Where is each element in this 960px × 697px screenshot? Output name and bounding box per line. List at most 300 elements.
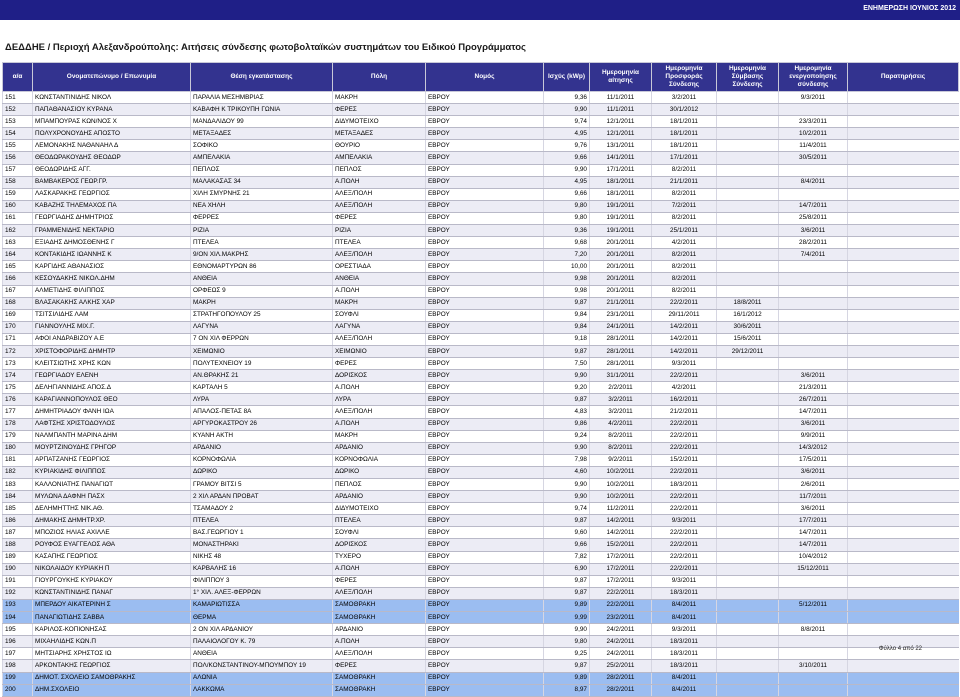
installation-site: ΜΑΚΡΗ bbox=[191, 297, 333, 309]
prefecture: ΕΒΡΟΥ bbox=[426, 128, 544, 140]
update-label: ΕΝΗΜΕΡΩΣΗ ΙΟΥΝΙΟΣ 2012 bbox=[863, 5, 956, 12]
column-header: α/α bbox=[3, 63, 33, 92]
application-date: 24/2/2011 bbox=[590, 624, 652, 636]
prefecture: ΕΒΡΟΥ bbox=[426, 297, 544, 309]
offer-date: 8/2/2011 bbox=[652, 285, 717, 297]
application-date: 14/2/2011 bbox=[590, 527, 652, 539]
city: ΛΑΓΥΝΑ bbox=[333, 321, 426, 333]
applicant-name: ΝΙΚΟΛΑΙΔΟΥ ΚΥΡΙΑΚΗ Π bbox=[33, 563, 191, 575]
power-kwp: 8,97 bbox=[544, 684, 590, 696]
prefecture: ΕΒΡΟΥ bbox=[426, 345, 544, 357]
activation-date: 11/7/2011 bbox=[779, 491, 848, 503]
offer-date: 4/2/2011 bbox=[652, 382, 717, 394]
offer-date: 22/2/2011 bbox=[652, 539, 717, 551]
application-date: 20/1/2011 bbox=[590, 237, 652, 249]
table-row bbox=[3, 237, 959, 249]
row-number: 179 bbox=[3, 430, 33, 442]
installation-site: ΣΟΦΙΚΟ bbox=[191, 140, 333, 152]
installation-site: ΜΑΛΑΚΑΣΑΣ 34 bbox=[191, 176, 333, 188]
remarks bbox=[848, 479, 959, 491]
applicant-name: ΚΑΛΛΟΝΙΑΤΗΣ ΠΑΝΑΓΙΩΤ bbox=[33, 479, 191, 491]
power-kwp: 9,87 bbox=[544, 587, 590, 599]
power-kwp: 9,98 bbox=[544, 285, 590, 297]
installation-site: ΜΕΤΑΞΑΔΕΣ bbox=[191, 128, 333, 140]
contract-date bbox=[717, 672, 779, 684]
offer-date: 22/2/2011 bbox=[652, 418, 717, 430]
table-row bbox=[3, 551, 959, 563]
table-row bbox=[3, 358, 959, 370]
application-date: 17/2/2011 bbox=[590, 563, 652, 575]
power-kwp: 7,50 bbox=[544, 358, 590, 370]
row-number: 174 bbox=[3, 370, 33, 382]
offer-date: 9/3/2011 bbox=[652, 624, 717, 636]
application-date: 21/1/2011 bbox=[590, 297, 652, 309]
contract-date bbox=[717, 563, 779, 575]
power-kwp: 9,76 bbox=[544, 140, 590, 152]
contract-date bbox=[717, 394, 779, 406]
page-title: ΔΕΔΔΗΕ / Περιοχή Αλεξανδρούπολης: Αιτήσεις σύνδεσης φωτοβολταϊκών συστημάτων του Ειδικού Προγράμματος bbox=[5, 42, 526, 53]
row-number: 151 bbox=[3, 92, 33, 104]
remarks bbox=[848, 612, 959, 624]
table-row bbox=[3, 491, 959, 503]
installation-site: ΚΥΑΝΗ ΑΚΤΗ bbox=[191, 430, 333, 442]
table-row bbox=[3, 636, 959, 648]
city: ΣΑΜΟΘΡΑΚΗ bbox=[333, 599, 426, 611]
row-number: 154 bbox=[3, 128, 33, 140]
contract-date bbox=[717, 237, 779, 249]
installation-site: ΑΝ.ΘΡΑΚΗΣ 21 bbox=[191, 370, 333, 382]
installation-site: ΠΑΛΑΙΟΛΟΓΟΥ Κ. 79 bbox=[191, 636, 333, 648]
row-number: 200 bbox=[3, 684, 33, 696]
contract-date bbox=[717, 684, 779, 696]
remarks bbox=[848, 551, 959, 563]
offer-date: 25/1/2011 bbox=[652, 225, 717, 237]
application-date: 28/1/2011 bbox=[590, 358, 652, 370]
application-date: 12/1/2011 bbox=[590, 116, 652, 128]
installation-site: ΦΙΛΙΠΠΟΥ 3 bbox=[191, 575, 333, 587]
prefecture: ΕΒΡΟΥ bbox=[426, 515, 544, 527]
row-number: 152 bbox=[3, 104, 33, 116]
activation-date bbox=[779, 672, 848, 684]
row-number: 181 bbox=[3, 454, 33, 466]
power-kwp: 9,80 bbox=[544, 212, 590, 224]
prefecture: ΕΒΡΟΥ bbox=[426, 309, 544, 321]
activation-date bbox=[779, 273, 848, 285]
application-date: 14/1/2011 bbox=[590, 152, 652, 164]
city: ΣΑΜΟΘΡΑΚΗ bbox=[333, 684, 426, 696]
offer-date: 14/2/2011 bbox=[652, 333, 717, 345]
applicant-name: ΚΟΝΤΑΚΙΔΗΣ ΙΩΑΝΝΗΣ Κ bbox=[33, 249, 191, 261]
activation-date bbox=[779, 261, 848, 273]
application-date: 28/1/2011 bbox=[590, 345, 652, 357]
power-kwp: 9,84 bbox=[544, 321, 590, 333]
offer-date: 14/2/2011 bbox=[652, 345, 717, 357]
power-kwp: 9,36 bbox=[544, 92, 590, 104]
power-kwp: 9,87 bbox=[544, 297, 590, 309]
activation-date bbox=[779, 188, 848, 200]
applicant-name: ΚΩΝΣΤΑΝΤΙΝΙΔΗΣ ΝΙΚΟΛ bbox=[33, 92, 191, 104]
installation-site: ΠΑΡΑΛΙΑ ΜΕΣΗΜΒΡΙΑΣ bbox=[191, 92, 333, 104]
row-number: 167 bbox=[3, 285, 33, 297]
power-kwp: 9,60 bbox=[544, 527, 590, 539]
remarks bbox=[848, 394, 959, 406]
prefecture: ΕΒΡΟΥ bbox=[426, 672, 544, 684]
remarks bbox=[848, 128, 959, 140]
contract-date: 18/8/2011 bbox=[717, 297, 779, 309]
city: Α.ΠΟΛΗ bbox=[333, 563, 426, 575]
city: ΑΛΕΞ/ΠΟΛΗ bbox=[333, 406, 426, 418]
remarks bbox=[848, 624, 959, 636]
application-date: 3/2/2011 bbox=[590, 406, 652, 418]
activation-date: 17/7/2011 bbox=[779, 515, 848, 527]
city: ΦΕΡΕΣ bbox=[333, 358, 426, 370]
row-number: 185 bbox=[3, 503, 33, 515]
contract-date bbox=[717, 382, 779, 394]
power-kwp: 9,98 bbox=[544, 273, 590, 285]
row-number: 172 bbox=[3, 345, 33, 357]
row-number: 157 bbox=[3, 164, 33, 176]
power-kwp: 9,36 bbox=[544, 225, 590, 237]
applicant-name: ΜΠΑΜΠΟΥΡΑΣ ΚΩΝ/ΝΟΣ Χ bbox=[33, 116, 191, 128]
remarks bbox=[848, 515, 959, 527]
prefecture: ΕΒΡΟΥ bbox=[426, 527, 544, 539]
installation-site: ΟΡΦΕΩΣ 9 bbox=[191, 285, 333, 297]
prefecture: ΕΒΡΟΥ bbox=[426, 430, 544, 442]
contract-date bbox=[717, 599, 779, 611]
activation-date: 26/7/2011 bbox=[779, 394, 848, 406]
applicant-name: ΜΟΥΡΤΖΙΝΟΥΔΗΣ ΓΡΗΓΟΡ bbox=[33, 442, 191, 454]
offer-date: 22/2/2011 bbox=[652, 551, 717, 563]
row-number: 191 bbox=[3, 575, 33, 587]
applicant-name: ΜΗΤΣΙΑΡΗΣ ΧΡΗΣΤΟΣ ΙΩ bbox=[33, 648, 191, 660]
city: ΘΟΥΡΙΟ bbox=[333, 140, 426, 152]
applicant-name: ΜΠΟΖΙΟΣ ΗΛΙΑΣ ΑΧΙΛΛΕ bbox=[33, 527, 191, 539]
row-number: 188 bbox=[3, 539, 33, 551]
application-date: 17/1/2011 bbox=[590, 164, 652, 176]
application-date: 9/2/2011 bbox=[590, 454, 652, 466]
application-date: 24/1/2011 bbox=[590, 321, 652, 333]
city: ΑΡΔΑΝΙΟ bbox=[333, 491, 426, 503]
activation-date: 21/3/2011 bbox=[779, 382, 848, 394]
application-date: 20/1/2011 bbox=[590, 285, 652, 297]
contract-date bbox=[717, 406, 779, 418]
prefecture: ΕΒΡΟΥ bbox=[426, 418, 544, 430]
table-row bbox=[3, 176, 959, 188]
installation-site: ΠΤΕΛΕΑ bbox=[191, 515, 333, 527]
city: ΑΛΕΞ/ΠΟΛΗ bbox=[333, 200, 426, 212]
offer-date: 22/2/2011 bbox=[652, 491, 717, 503]
installation-site: ΚΟΡΝΟΦΩΛΙΑ bbox=[191, 454, 333, 466]
activation-date bbox=[779, 587, 848, 599]
applicant-name: ΑΡΠΑΤΖΑΝΗΣ ΓΕΩΡΓΙΟΣ bbox=[33, 454, 191, 466]
prefecture: ΕΒΡΟΥ bbox=[426, 358, 544, 370]
table-row bbox=[3, 249, 959, 261]
row-number: 163 bbox=[3, 237, 33, 249]
contract-date bbox=[717, 479, 779, 491]
power-kwp: 9,99 bbox=[544, 612, 590, 624]
city: ΜΑΚΡΗ bbox=[333, 430, 426, 442]
activation-date: 14/7/2011 bbox=[779, 527, 848, 539]
offer-date: 8/4/2011 bbox=[652, 612, 717, 624]
activation-date bbox=[779, 684, 848, 696]
activation-date: 14/7/2011 bbox=[779, 200, 848, 212]
prefecture: ΕΒΡΟΥ bbox=[426, 370, 544, 382]
prefecture: ΕΒΡΟΥ bbox=[426, 599, 544, 611]
prefecture: ΕΒΡΟΥ bbox=[426, 394, 544, 406]
applicant-name: ΑΡΚΟΝΤΑΚΗΣ ΓΕΩΡΓΙΟΣ bbox=[33, 660, 191, 672]
applicant-name: ΜΙΧΑΗΛΙΔΗΣ ΚΩΝ.Π bbox=[33, 636, 191, 648]
applicant-name: ΜΠΕΡΔΟΥ ΑΙΚΑΤΕΡΙΝΗ Σ bbox=[33, 599, 191, 611]
city: ΔΟΡΙΣΚΟΣ bbox=[333, 370, 426, 382]
power-kwp: 9,90 bbox=[544, 164, 590, 176]
activation-date bbox=[779, 636, 848, 648]
offer-date: 17/1/2011 bbox=[652, 152, 717, 164]
city: ΠΕΠΛΟΣ bbox=[333, 479, 426, 491]
contract-date bbox=[717, 539, 779, 551]
installation-site: 1° ΧΙΛ. ΑΛΕΞ-ΦΕΡΡΩΝ bbox=[191, 587, 333, 599]
row-number: 158 bbox=[3, 176, 33, 188]
installation-site: ΑΝΘΕΙΑ bbox=[191, 648, 333, 660]
installation-site: ΚΑΜΑΡΙΩΤΙΣΣΑ bbox=[191, 599, 333, 611]
offer-date: 18/3/2011 bbox=[652, 660, 717, 672]
prefecture: ΕΒΡΟΥ bbox=[426, 212, 544, 224]
row-number: 196 bbox=[3, 636, 33, 648]
contract-date bbox=[717, 176, 779, 188]
prefecture: ΕΒΡΟΥ bbox=[426, 684, 544, 696]
prefecture: ΕΒΡΟΥ bbox=[426, 321, 544, 333]
power-kwp: 9,90 bbox=[544, 479, 590, 491]
remarks bbox=[848, 273, 959, 285]
table-row bbox=[3, 382, 959, 394]
remarks bbox=[848, 285, 959, 297]
contract-date: 15/6/2011 bbox=[717, 333, 779, 345]
application-date: 11/1/2011 bbox=[590, 104, 652, 116]
power-kwp: 9,87 bbox=[544, 515, 590, 527]
offer-date: 8/2/2011 bbox=[652, 273, 717, 285]
remarks bbox=[848, 406, 959, 418]
table-row bbox=[3, 225, 959, 237]
remarks bbox=[848, 599, 959, 611]
remarks bbox=[848, 430, 959, 442]
application-date: 20/1/2011 bbox=[590, 261, 652, 273]
city: ΦΕΡΕΣ bbox=[333, 104, 426, 116]
power-kwp: 7,82 bbox=[544, 551, 590, 563]
contract-date bbox=[717, 430, 779, 442]
activation-date: 7/4/2011 bbox=[779, 249, 848, 261]
row-number: 197 bbox=[3, 648, 33, 660]
power-kwp: 9,87 bbox=[544, 575, 590, 587]
table-row bbox=[3, 430, 959, 442]
application-date: 10/2/2011 bbox=[590, 479, 652, 491]
prefecture: ΕΒΡΟΥ bbox=[426, 104, 544, 116]
table-row bbox=[3, 140, 959, 152]
prefecture: ΕΒΡΟΥ bbox=[426, 454, 544, 466]
city: ΣΑΜΟΘΡΑΚΗ bbox=[333, 612, 426, 624]
city: ΣΟΥΦΛΙ bbox=[333, 309, 426, 321]
contract-date bbox=[717, 636, 779, 648]
application-date: 3/2/2011 bbox=[590, 394, 652, 406]
application-date: 28/2/2011 bbox=[590, 684, 652, 696]
installation-site: ΑΜΠΕΛΑΚΙΑ bbox=[191, 152, 333, 164]
row-number: 194 bbox=[3, 612, 33, 624]
city: Α.ΠΟΛΗ bbox=[333, 418, 426, 430]
column-header: Ημερομηνία αίτησης bbox=[590, 63, 652, 92]
prefecture: ΕΒΡΟΥ bbox=[426, 479, 544, 491]
activation-date bbox=[779, 321, 848, 333]
application-date: 14/2/2011 bbox=[590, 515, 652, 527]
table-row bbox=[3, 442, 959, 454]
offer-date: 9/3/2011 bbox=[652, 575, 717, 587]
prefecture: ΕΒΡΟΥ bbox=[426, 249, 544, 261]
contract-date bbox=[717, 527, 779, 539]
applicant-name: ΔΗΜΗΤΡΙΑΔΟΥ ΦΑΝΗ ΙΩΑ bbox=[33, 406, 191, 418]
row-number: 168 bbox=[3, 297, 33, 309]
applicant-name: ΝΑΛΜΠΑΝΤΗ ΜΑΡΙΝΑ ΔΗΜ bbox=[33, 430, 191, 442]
prefecture: ΕΒΡΟΥ bbox=[426, 442, 544, 454]
application-date: 4/2/2011 bbox=[590, 418, 652, 430]
contract-date bbox=[717, 225, 779, 237]
power-kwp: 4,95 bbox=[544, 176, 590, 188]
installation-site: ΑΛΩΝΙΑ bbox=[191, 672, 333, 684]
contract-date bbox=[717, 575, 779, 587]
remarks bbox=[848, 491, 959, 503]
table-row bbox=[3, 273, 959, 285]
application-date: 23/2/2011 bbox=[590, 612, 652, 624]
activation-date: 17/5/2011 bbox=[779, 454, 848, 466]
offer-date: 22/2/2011 bbox=[652, 563, 717, 575]
installation-site: ΜΟΝΑΣΤΗΡΑΚΙ bbox=[191, 539, 333, 551]
applicant-name: ΛΑΣΚΑΡΑΚΗΣ ΓΕΩΡΓΙΟΣ bbox=[33, 188, 191, 200]
offer-date: 18/3/2011 bbox=[652, 648, 717, 660]
prefecture: ΕΒΡΟΥ bbox=[426, 273, 544, 285]
installation-site: ΚΑΒΑΦΗ Κ ΤΡΙΚΟΥΠΗ ΓΩΝΙΑ bbox=[191, 104, 333, 116]
installation-site: ΠΕΠΛΟΣ bbox=[191, 164, 333, 176]
city: ΔΙΔΥΜΟΤΕΙΧΟ bbox=[333, 503, 426, 515]
contract-date bbox=[717, 370, 779, 382]
offer-date: 30/1/2012 bbox=[652, 104, 717, 116]
row-number: 170 bbox=[3, 321, 33, 333]
applicant-name: ΓΙΑΝΝΟΥΛΗΣ ΜΙΧ.Γ. bbox=[33, 321, 191, 333]
prefecture: ΕΒΡΟΥ bbox=[426, 237, 544, 249]
table-row bbox=[3, 261, 959, 273]
table-row bbox=[3, 333, 959, 345]
table-row bbox=[3, 200, 959, 212]
offer-date: 21/1/2011 bbox=[652, 176, 717, 188]
installation-site: ΧΕΙΜΩΝΙΟ bbox=[191, 345, 333, 357]
city: ΑΛΕΞ/ΠΟΛΗ bbox=[333, 648, 426, 660]
activation-date bbox=[779, 612, 848, 624]
applicant-name: ΑΛΜΕΤΙΔΗΣ ΦΙΛΙΠΠΟΣ bbox=[33, 285, 191, 297]
power-kwp: 9,90 bbox=[544, 442, 590, 454]
prefecture: ΕΒΡΟΥ bbox=[426, 261, 544, 273]
contract-date bbox=[717, 515, 779, 527]
contract-date bbox=[717, 466, 779, 478]
applicant-name: ΧΡΙΣΤΟΦΟΡΙΔΗΣ ΔΗΜΗΤΡ bbox=[33, 345, 191, 357]
power-kwp: 9,84 bbox=[544, 309, 590, 321]
city: Α.ΠΟΛΗ bbox=[333, 176, 426, 188]
applicant-name: ΓΙΟΥΡΓΟΥΚΗΣ ΚΥΡΙΑΚΟΥ bbox=[33, 575, 191, 587]
row-number: 176 bbox=[3, 394, 33, 406]
activation-date: 10/2/2011 bbox=[779, 128, 848, 140]
remarks bbox=[848, 164, 959, 176]
table-row bbox=[3, 660, 959, 672]
power-kwp: 9,87 bbox=[544, 394, 590, 406]
application-date: 18/1/2011 bbox=[590, 188, 652, 200]
remarks bbox=[848, 382, 959, 394]
prefecture: ΕΒΡΟΥ bbox=[426, 563, 544, 575]
contract-date bbox=[717, 212, 779, 224]
table-row bbox=[3, 612, 959, 624]
application-date: 10/2/2011 bbox=[590, 466, 652, 478]
application-date: 10/2/2011 bbox=[590, 491, 652, 503]
installation-site: ΜΑΝΔΑΛΙΔΟΥ 99 bbox=[191, 116, 333, 128]
remarks bbox=[848, 200, 959, 212]
contract-date bbox=[717, 273, 779, 285]
offer-date: 18/1/2011 bbox=[652, 116, 717, 128]
table-row bbox=[3, 672, 959, 684]
installation-site: ΑΠΑΛΟΣ-ΠΕΤΑΣ 8Α bbox=[191, 406, 333, 418]
applicant-name: ΘΕΟΔΩΡΙΔΗΣ ΑΓΓ. bbox=[33, 164, 191, 176]
power-kwp: 9,66 bbox=[544, 152, 590, 164]
activation-date: 3/6/2011 bbox=[779, 503, 848, 515]
row-number: 199 bbox=[3, 672, 33, 684]
offer-date: 9/3/2011 bbox=[652, 358, 717, 370]
applicant-name: ΛΕΜΟΝΑΚΗΣ ΝΑΘΑΝΑΗΛ Δ bbox=[33, 140, 191, 152]
power-kwp: 9,87 bbox=[544, 660, 590, 672]
offer-date: 18/1/2011 bbox=[652, 140, 717, 152]
offer-date: 8/2/2011 bbox=[652, 261, 717, 273]
application-date: 12/1/2011 bbox=[590, 128, 652, 140]
city: ΑΡΔΑΝΙΟ bbox=[333, 442, 426, 454]
offer-date: 7/2/2011 bbox=[652, 200, 717, 212]
applicant-name: ΒΑΜΒΑΚΕΡΟΣ ΓΕΩΡ.ΓΡ. bbox=[33, 176, 191, 188]
power-kwp: 7,20 bbox=[544, 249, 590, 261]
row-number: 175 bbox=[3, 382, 33, 394]
city: ΛΥΡΑ bbox=[333, 394, 426, 406]
application-date: 15/2/2011 bbox=[590, 539, 652, 551]
activation-date: 11/4/2011 bbox=[779, 140, 848, 152]
contract-date bbox=[717, 358, 779, 370]
table-row bbox=[3, 454, 959, 466]
row-number: 171 bbox=[3, 333, 33, 345]
row-number: 192 bbox=[3, 587, 33, 599]
activation-date: 3/6/2011 bbox=[779, 370, 848, 382]
contract-date bbox=[717, 587, 779, 599]
offer-date: 18/3/2011 bbox=[652, 636, 717, 648]
power-kwp: 10,00 bbox=[544, 261, 590, 273]
installation-site: ΤΣΑΜΑΔΟΥ 2 bbox=[191, 503, 333, 515]
installation-site: ΝΕΑ ΧΗΛΗ bbox=[191, 200, 333, 212]
activation-date: 3/6/2011 bbox=[779, 466, 848, 478]
row-number: 159 bbox=[3, 188, 33, 200]
activation-date bbox=[779, 309, 848, 321]
city: ΑΜΠΕΛΑΚΙΑ bbox=[333, 152, 426, 164]
applicant-name: ΓΡΑΜΜΕΝΙΔΗΣ ΝΕΚΤΑΡΙΟ bbox=[33, 225, 191, 237]
activation-date bbox=[779, 358, 848, 370]
city: ΔΙΔΥΜΟΤΕΙΧΟ bbox=[333, 116, 426, 128]
applicant-name: ΒΛΑΣΑΚΑΚΗΣ ΑΛΚΗΣ ΧΑΡ bbox=[33, 297, 191, 309]
city: Α.ΠΟΛΗ bbox=[333, 636, 426, 648]
power-kwp: 9,90 bbox=[544, 491, 590, 503]
prefecture: ΕΒΡΟΥ bbox=[426, 164, 544, 176]
application-date: 8/2/2011 bbox=[590, 430, 652, 442]
contract-date bbox=[717, 454, 779, 466]
table-row bbox=[3, 345, 959, 357]
prefecture: ΕΒΡΟΥ bbox=[426, 636, 544, 648]
table-row bbox=[3, 587, 959, 599]
application-date: 20/1/2011 bbox=[590, 273, 652, 285]
remarks bbox=[848, 587, 959, 599]
